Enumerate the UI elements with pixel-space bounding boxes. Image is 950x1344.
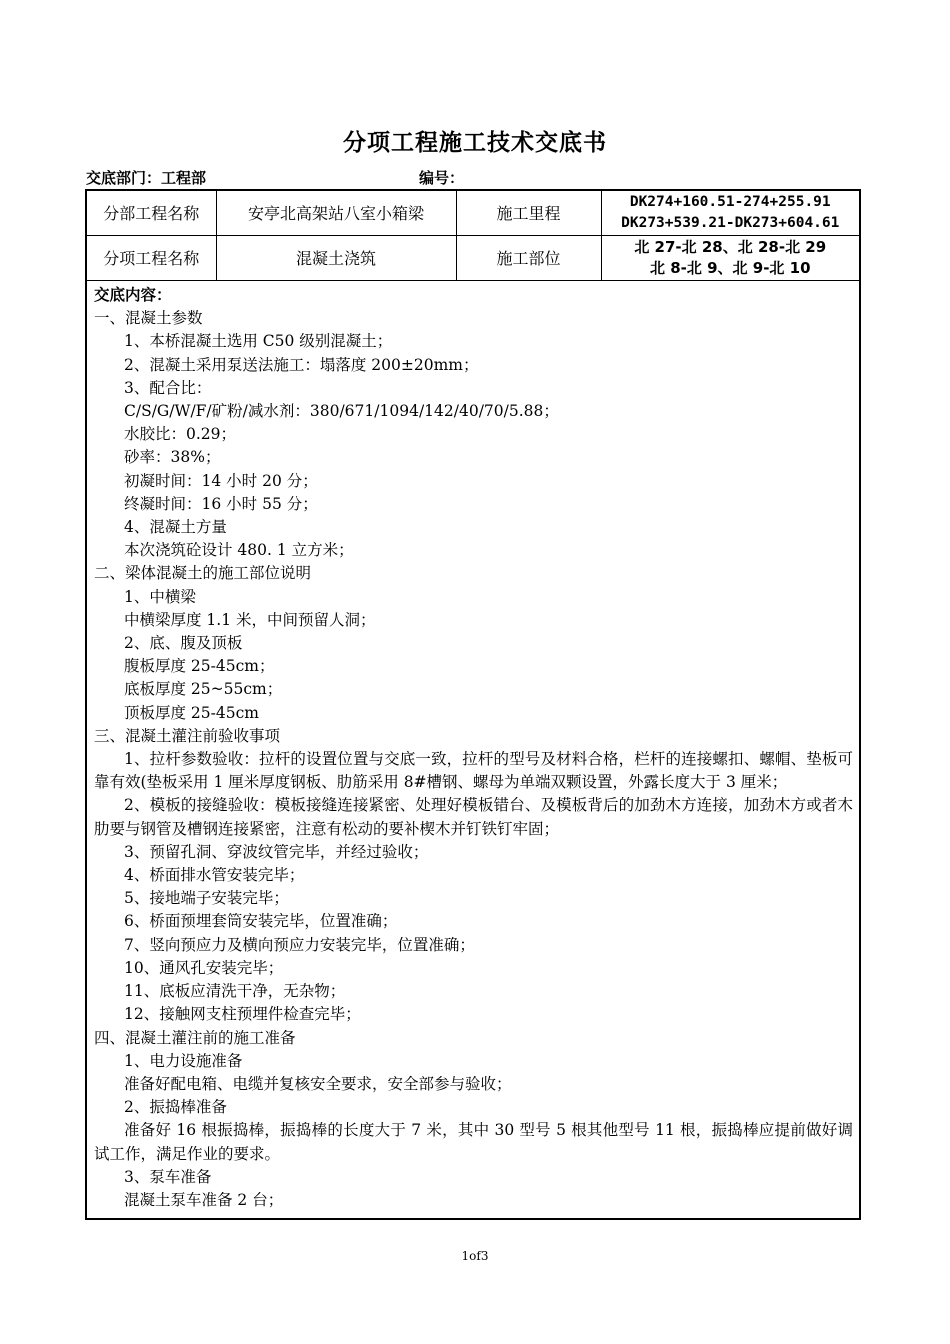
section-heading: 三、混凝土灌注前验收事项 bbox=[94, 726, 281, 745]
page-number: 1of3 bbox=[461, 1249, 489, 1263]
subitem-name-label: 分项工程名称 bbox=[87, 236, 216, 281]
content-line: 2、混凝土采用泵送法施工：塌落度 200±20mm； bbox=[124, 355, 479, 374]
content-line: 11、底板应清洗干净，无杂物； bbox=[124, 982, 346, 1001]
section-heading: 四、混凝土灌注前的施工准备 bbox=[94, 1028, 296, 1047]
content-line: 3、泵车准备 bbox=[124, 1167, 212, 1186]
content-paragraph: 2、模板的接缝验收：模板接缝连接紧密、处理好模板错台、及模板背后的加劲木方连接，加劲木方或者木肋要与钢管及槽钢连接紧密，注意有松动的要补楔木并钉铁钉牢固； bbox=[94, 796, 853, 838]
content-line: 7、竖向预应力及横向预应力安装完毕，位置准确； bbox=[124, 935, 475, 954]
content-line: 准备好配电箱、电缆并复核安全要求，安全部参与验收； bbox=[124, 1074, 512, 1093]
content-line: 1、本桥混凝土选用 C50 级别混凝土； bbox=[124, 332, 393, 351]
content-line: 10、通风孔安装完毕； bbox=[124, 958, 284, 977]
content-line: 2、底、腹及顶板 bbox=[124, 634, 243, 653]
content-line: C/S/G/W/F/矿粉/减水剂：380/671/1094/142/40/70/5.88； bbox=[124, 402, 559, 421]
content-heading: 交底内容： bbox=[94, 286, 172, 304]
content-line: 本次浇筑砼设计 480. 1 立方米； bbox=[124, 541, 354, 560]
location-label: 施工部位 bbox=[456, 236, 601, 281]
division-name-label: 分部工程名称 bbox=[87, 191, 216, 236]
location-line: 北 8-北 9、北 9-北 10 bbox=[649, 259, 811, 277]
location-value bbox=[601, 236, 859, 281]
content-line: 2、振捣棒准备 bbox=[124, 1098, 227, 1117]
content-line: 3、配合比： bbox=[124, 378, 212, 397]
mileage-label: 施工里程 bbox=[456, 191, 601, 236]
content-line: 顶板厚度 25-45cm bbox=[124, 703, 259, 722]
header-table bbox=[87, 191, 859, 281]
content-line: 终凝时间：16 小时 55 分； bbox=[124, 494, 318, 513]
content-line: 1、电力设施准备 bbox=[124, 1051, 243, 1070]
briefing-form bbox=[85, 189, 861, 1220]
section-heading: 二、梁体混凝土的施工部位说明 bbox=[94, 564, 312, 583]
department-label: 交底部门：工程部 bbox=[86, 169, 207, 187]
content-line: 3、预留孔洞、穿波纹管完毕，并经过验收； bbox=[124, 842, 429, 861]
content-line: 水胶比：0.29； bbox=[124, 425, 237, 444]
mileage-line: DK274+160.51-274+255.91 bbox=[629, 194, 831, 210]
content-line: 初凝时间：14 小时 20 分； bbox=[124, 471, 318, 490]
briefing-content bbox=[87, 281, 859, 1212]
content-line: 6、桥面预埋套筒安装完毕，位置准确； bbox=[124, 912, 398, 931]
section-heading: 一、混凝土参数 bbox=[94, 309, 203, 328]
content-line: 4、桥面排水管安装完毕； bbox=[124, 866, 305, 885]
content-paragraph: 准备好 16 根振捣棒，振捣棒的长度大于 7 米，其中 30 型号 5 根其他型号 11 根，振捣棒应提前做好调试工作，满足作业的要求。 bbox=[94, 1121, 853, 1163]
content-line: 底板厚度 25~55cm； bbox=[124, 680, 283, 699]
content-line: 12、接触网支柱预埋件检查完毕； bbox=[124, 1005, 361, 1024]
content-line: 砂率：38%； bbox=[124, 448, 221, 467]
table-row bbox=[87, 236, 859, 281]
content-paragraph: 1、拉杆参数验收：拉杆的设置位置与交底一致，拉杆的型号及材料合格，栏杆的连接螺扣、螺帽、垫板可靠有效(垫板采用 1 厘米厚度钢板、肋筋采用 8#槽钢、螺母为单端双颗设置，外露长度大于 3 厘米； bbox=[94, 750, 853, 792]
page-title: 分项工程施工技术交底书 bbox=[343, 130, 607, 156]
location-line: 北 27-北 28、北 28-北 29 bbox=[634, 238, 827, 256]
mileage-line: DK273+539.21-DK273+604.61 bbox=[621, 215, 840, 231]
content-line: 腹板厚度 25-45cm； bbox=[124, 657, 275, 676]
content-line: 5、接地端子安装完毕； bbox=[124, 889, 289, 908]
content-line: 中横梁厚度 1.1 米，中间预留人洞； bbox=[124, 610, 376, 629]
content-line: 1、中横梁 bbox=[124, 587, 196, 606]
table-row bbox=[87, 191, 859, 236]
division-name-value: 安亭北高架站八室小箱梁 bbox=[216, 191, 456, 236]
document-number-label: 编号： bbox=[419, 169, 465, 187]
subitem-name-value: 混凝土浇筑 bbox=[216, 236, 456, 281]
mileage-value bbox=[601, 191, 859, 236]
content-line: 4、混凝土方量 bbox=[124, 518, 227, 537]
content-line: 混凝土泵车准备 2 台； bbox=[124, 1190, 284, 1209]
